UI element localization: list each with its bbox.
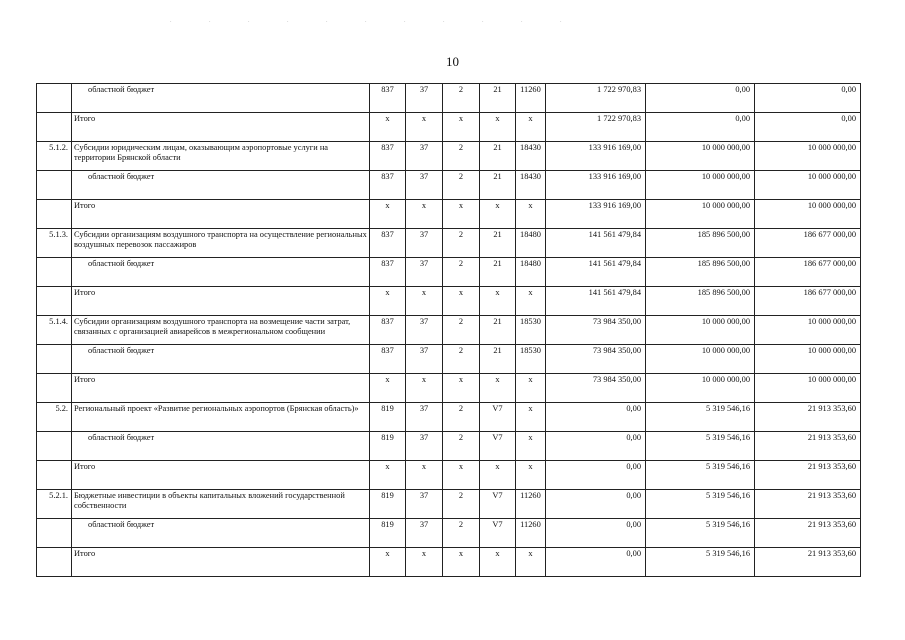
row-index-cell <box>37 200 72 229</box>
value-year-3-cell: 186 677 000,00 <box>755 258 861 287</box>
code-rz-cell: 37 <box>406 432 443 461</box>
code-gr-cell: 837 <box>370 258 406 287</box>
value-year-2-cell: 5 319 546,16 <box>646 548 755 577</box>
code-gr-cell: 819 <box>370 519 406 548</box>
code-gr-cell: 837 <box>370 229 406 258</box>
value-year-2-cell: 10 000 000,00 <box>646 200 755 229</box>
code-pr-cell: 2 <box>443 84 480 113</box>
code-pr-cell: 2 <box>443 316 480 345</box>
code-dir-cell: x <box>516 374 546 403</box>
value-year-3-cell: 0,00 <box>755 84 861 113</box>
code-gr-cell: 837 <box>370 84 406 113</box>
value-year-3-cell: 21 913 353,60 <box>755 519 861 548</box>
table-row <box>37 200 861 229</box>
value-year-1-cell: 1 722 970,83 <box>546 84 646 113</box>
code-dir-cell: x <box>516 200 546 229</box>
row-name-cell: Итого <box>72 113 370 142</box>
table-row <box>37 113 861 142</box>
code-pr-cell: x <box>443 374 480 403</box>
code-dir-cell: 11260 <box>516 519 546 548</box>
value-year-1-cell: 133 916 169,00 <box>546 142 646 171</box>
code-dir-cell: x <box>516 461 546 490</box>
value-year-2-cell: 185 896 500,00 <box>646 229 755 258</box>
value-year-2-cell: 10 000 000,00 <box>646 142 755 171</box>
code-rz-cell: 37 <box>406 84 443 113</box>
value-year-1-cell: 133 916 169,00 <box>546 200 646 229</box>
value-year-1-cell: 141 561 479,84 <box>546 258 646 287</box>
value-year-1-cell: 141 561 479,84 <box>546 287 646 316</box>
value-year-2-cell: 0,00 <box>646 84 755 113</box>
code-cs-cell: 21 <box>480 229 516 258</box>
row-name-cell: областной бюджет <box>72 345 370 374</box>
row-name-cell: Итого <box>72 287 370 316</box>
row-index-cell: 5.1.3. <box>37 229 72 258</box>
row-index-cell <box>37 171 72 200</box>
value-year-2-cell: 10 000 000,00 <box>646 345 755 374</box>
code-dir-cell: 11260 <box>516 490 546 519</box>
table-row <box>37 548 861 577</box>
value-year-3-cell: 21 913 353,60 <box>755 403 861 432</box>
row-index-cell <box>37 432 72 461</box>
code-pr-cell: x <box>443 548 480 577</box>
code-gr-cell: 819 <box>370 432 406 461</box>
code-pr-cell: x <box>443 287 480 316</box>
row-index-cell: 5.1.2. <box>37 142 72 171</box>
code-rz-cell: 37 <box>406 316 443 345</box>
value-year-3-cell: 10 000 000,00 <box>755 200 861 229</box>
code-cs-cell: x <box>480 374 516 403</box>
code-cs-cell: V7 <box>480 490 516 519</box>
code-cs-cell: x <box>480 548 516 577</box>
value-year-3-cell: 10 000 000,00 <box>755 171 861 200</box>
value-year-3-cell: 10 000 000,00 <box>755 142 861 171</box>
row-name-cell: Субсидии организациям воздушного транспорта на возмещение части затрат, связанных с организацией авиарейсов в межрегиональном сообщении <box>72 316 370 345</box>
value-year-2-cell: 5 319 546,16 <box>646 461 755 490</box>
table-row <box>37 374 861 403</box>
code-gr-cell: 837 <box>370 171 406 200</box>
table-row <box>37 84 861 113</box>
value-year-2-cell: 185 896 500,00 <box>646 258 755 287</box>
table-row <box>37 403 861 432</box>
code-pr-cell: x <box>443 113 480 142</box>
row-index-cell: 5.2.1. <box>37 490 72 519</box>
code-gr-cell: x <box>370 287 406 316</box>
code-gr-cell: x <box>370 374 406 403</box>
value-year-3-cell: 21 913 353,60 <box>755 548 861 577</box>
code-gr-cell: x <box>370 200 406 229</box>
code-cs-cell: 21 <box>480 258 516 287</box>
code-cs-cell: 21 <box>480 316 516 345</box>
value-year-2-cell: 10 000 000,00 <box>646 374 755 403</box>
code-pr-cell: 2 <box>443 403 480 432</box>
row-name-cell: Субсидии юридическим лицам, оказывающим аэропортовые услуги на территории Брянской области <box>72 142 370 171</box>
table-body <box>37 84 861 577</box>
code-rz-cell: 37 <box>406 258 443 287</box>
code-dir-cell: x <box>516 287 546 316</box>
code-pr-cell: 2 <box>443 432 480 461</box>
code-cs-cell: V7 <box>480 432 516 461</box>
code-pr-cell: 2 <box>443 258 480 287</box>
row-name-cell: областной бюджет <box>72 519 370 548</box>
row-name-cell: Итого <box>72 548 370 577</box>
code-dir-cell: x <box>516 432 546 461</box>
code-dir-cell: 18480 <box>516 229 546 258</box>
code-pr-cell: x <box>443 461 480 490</box>
row-name-cell: Итого <box>72 200 370 229</box>
row-index-cell <box>37 374 72 403</box>
value-year-2-cell: 5 319 546,16 <box>646 432 755 461</box>
code-rz-cell: 37 <box>406 403 443 432</box>
code-rz-cell: 37 <box>406 345 443 374</box>
table-row <box>37 490 861 519</box>
value-year-1-cell: 0,00 <box>546 432 646 461</box>
code-rz-cell: x <box>406 113 443 142</box>
value-year-1-cell: 0,00 <box>546 403 646 432</box>
code-dir-cell: x <box>516 403 546 432</box>
code-cs-cell: x <box>480 113 516 142</box>
code-rz-cell: x <box>406 548 443 577</box>
code-rz-cell: 37 <box>406 229 443 258</box>
table-row <box>37 519 861 548</box>
code-pr-cell: 2 <box>443 229 480 258</box>
code-gr-cell: x <box>370 113 406 142</box>
row-name-cell: Бюджетные инвестиции в объекты капитальных вложений государственной собственности <box>72 490 370 519</box>
row-name-cell: областной бюджет <box>72 84 370 113</box>
code-dir-cell: 18530 <box>516 316 546 345</box>
code-dir-cell: 18430 <box>516 171 546 200</box>
value-year-3-cell: 10 000 000,00 <box>755 316 861 345</box>
code-dir-cell: x <box>516 113 546 142</box>
value-year-2-cell: 5 319 546,16 <box>646 403 755 432</box>
code-dir-cell: x <box>516 548 546 577</box>
code-rz-cell: 37 <box>406 171 443 200</box>
value-year-3-cell: 186 677 000,00 <box>755 229 861 258</box>
table-row <box>37 345 861 374</box>
table-row <box>37 142 861 171</box>
code-dir-cell: 18530 <box>516 345 546 374</box>
page-number: 10 <box>446 54 459 69</box>
value-year-2-cell: 5 319 546,16 <box>646 519 755 548</box>
row-index-cell <box>37 113 72 142</box>
value-year-2-cell: 0,00 <box>646 113 755 142</box>
value-year-1-cell: 73 984 350,00 <box>546 316 646 345</box>
value-year-1-cell: 0,00 <box>546 519 646 548</box>
code-rz-cell: x <box>406 200 443 229</box>
code-cs-cell: V7 <box>480 403 516 432</box>
scan-marks: . . . . . . . . . . . <box>170 18 580 24</box>
value-year-1-cell: 0,00 <box>546 548 646 577</box>
value-year-2-cell: 10 000 000,00 <box>646 171 755 200</box>
value-year-3-cell: 21 913 353,60 <box>755 490 861 519</box>
row-name-cell: Региональный проект «Развитие региональных аэропортов (Брянская область)» <box>72 403 370 432</box>
value-year-1-cell: 141 561 479,84 <box>546 229 646 258</box>
row-name-cell: Субсидии организациям воздушного транспорта на осуществление региональных воздушных перевозок пассажиров <box>72 229 370 258</box>
row-index-cell <box>37 84 72 113</box>
value-year-3-cell: 0,00 <box>755 113 861 142</box>
table-row <box>37 432 861 461</box>
code-gr-cell: 819 <box>370 490 406 519</box>
row-name-cell: областной бюджет <box>72 171 370 200</box>
code-cs-cell: x <box>480 461 516 490</box>
code-pr-cell: 2 <box>443 171 480 200</box>
code-gr-cell: 837 <box>370 316 406 345</box>
value-year-1-cell: 73 984 350,00 <box>546 374 646 403</box>
value-year-1-cell: 0,00 <box>546 490 646 519</box>
code-rz-cell: 37 <box>406 142 443 171</box>
row-index-cell <box>37 461 72 490</box>
code-cs-cell: 21 <box>480 142 516 171</box>
row-index-cell: 5.1.4. <box>37 316 72 345</box>
code-gr-cell: 837 <box>370 345 406 374</box>
value-year-3-cell: 10 000 000,00 <box>755 374 861 403</box>
row-name-cell: областной бюджет <box>72 258 370 287</box>
value-year-2-cell: 10 000 000,00 <box>646 316 755 345</box>
row-index-cell <box>37 258 72 287</box>
code-pr-cell: 2 <box>443 345 480 374</box>
code-cs-cell: 21 <box>480 171 516 200</box>
value-year-1-cell: 73 984 350,00 <box>546 345 646 374</box>
code-cs-cell: x <box>480 287 516 316</box>
row-index-cell <box>37 548 72 577</box>
code-rz-cell: x <box>406 374 443 403</box>
value-year-1-cell: 1 722 970,83 <box>546 113 646 142</box>
code-rz-cell: x <box>406 287 443 316</box>
value-year-2-cell: 185 896 500,00 <box>646 287 755 316</box>
code-cs-cell: V7 <box>480 519 516 548</box>
table-row <box>37 287 861 316</box>
code-dir-cell: 11260 <box>516 84 546 113</box>
row-name-cell: Итого <box>72 461 370 490</box>
code-pr-cell: x <box>443 200 480 229</box>
code-gr-cell: x <box>370 461 406 490</box>
code-cs-cell: 21 <box>480 84 516 113</box>
row-name-cell: областной бюджет <box>72 432 370 461</box>
value-year-3-cell: 21 913 353,60 <box>755 461 861 490</box>
table-row <box>37 258 861 287</box>
value-year-1-cell: 0,00 <box>546 461 646 490</box>
row-index-cell <box>37 519 72 548</box>
row-index-cell: 5.2. <box>37 403 72 432</box>
code-cs-cell: x <box>480 200 516 229</box>
row-index-cell <box>37 287 72 316</box>
code-gr-cell: x <box>370 548 406 577</box>
value-year-3-cell: 21 913 353,60 <box>755 432 861 461</box>
table-row <box>37 171 861 200</box>
row-index-cell <box>37 345 72 374</box>
code-rz-cell: x <box>406 461 443 490</box>
table-row <box>37 229 861 258</box>
code-gr-cell: 819 <box>370 403 406 432</box>
table-row <box>37 461 861 490</box>
code-pr-cell: 2 <box>443 142 480 171</box>
code-rz-cell: 37 <box>406 519 443 548</box>
code-rz-cell: 37 <box>406 490 443 519</box>
code-cs-cell: 21 <box>480 345 516 374</box>
budget-table <box>36 83 861 577</box>
value-year-2-cell: 5 319 546,16 <box>646 490 755 519</box>
table-row <box>37 316 861 345</box>
code-pr-cell: 2 <box>443 519 480 548</box>
code-pr-cell: 2 <box>443 490 480 519</box>
value-year-3-cell: 186 677 000,00 <box>755 287 861 316</box>
value-year-1-cell: 133 916 169,00 <box>546 171 646 200</box>
value-year-3-cell: 10 000 000,00 <box>755 345 861 374</box>
code-gr-cell: 837 <box>370 142 406 171</box>
code-dir-cell: 18480 <box>516 258 546 287</box>
row-name-cell: Итого <box>72 374 370 403</box>
code-dir-cell: 18430 <box>516 142 546 171</box>
